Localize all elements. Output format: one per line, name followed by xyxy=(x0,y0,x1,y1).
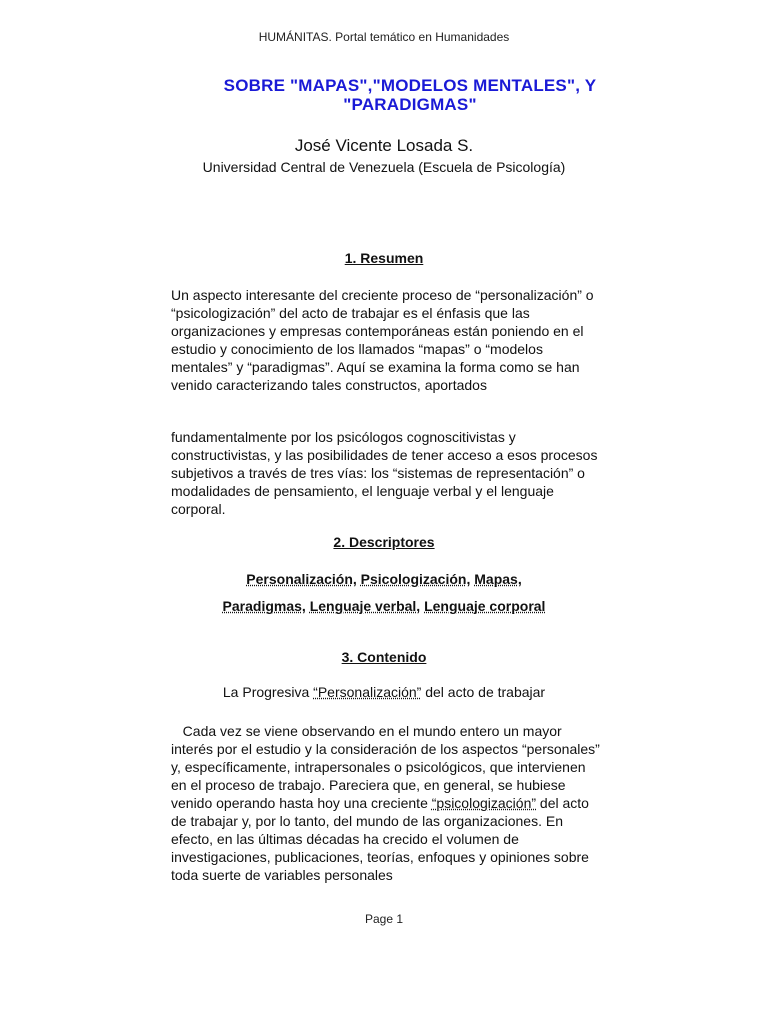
section-heading-descriptores: 2. Descriptores xyxy=(333,534,435,550)
page-header: HUMÁNITAS. Portal temático en Humanidades xyxy=(258,30,510,44)
descriptors-line-1: Personalización, Psicologización, Mapas, xyxy=(246,571,522,587)
descriptor-lenguaje-verbal: Lenguaje verbal xyxy=(309,598,417,614)
descriptors-line-2: Paradigmas, Lenguaje verbal, Lenguaje corporal xyxy=(222,598,546,614)
resumen-paragraph-1: Un aspecto interesante del creciente proceso de “personalización” o “psicologización” del acto de trabajar es el énfasis que las organizaciones y empresas contemporáneas están poniendo en el estudio y conocimiento de los llamados “mapas” o “modelos mentales” y “paradigmas”. Aquí se examina la forma como se han venido caracterizando tales constructos, aportados xyxy=(171,287,594,393)
contenido-paragraph: Cada vez se viene observando en el mundo entero un mayor interés por el estudio y la consideración de los aspectos “personales” y, específicamente, intrapersonales o psicológicos, que intervienen en el proceso de trabajo. Pareciera que, en general, se hubiese venido operando hasta hoy una creciente “psicologización” del acto de trabajar y, por lo tanto, del mundo de las organizaciones. En efecto, en las últimas décadas ha crecido el volumen de investigaciones, publicaciones, teorías, enfoques y opiniones sobre toda suerte de variables personales xyxy=(171,723,604,883)
section-heading-contenido: 3. Contenido xyxy=(341,649,427,665)
page-number: Page 1 xyxy=(364,912,404,926)
personalizacion-term: “Personalización” xyxy=(313,684,422,700)
document-title: SOBRE "MAPAS","MODELOS MENTALES", Y "PARADIGMAS" xyxy=(223,76,597,114)
descriptor-psicologizacion: Psicologización xyxy=(360,571,467,587)
contenido-subtitle: La Progresiva “Personalización” del acto de trabajar xyxy=(222,684,546,700)
descriptor-personalizacion: Personalización xyxy=(246,571,353,587)
section-heading-resumen: 1. Resumen xyxy=(344,250,424,266)
descriptor-mapas: Mapas xyxy=(474,571,518,587)
descriptor-lenguaje-corporal: Lenguaje corporal xyxy=(424,598,546,614)
resumen-paragraph-2: fundamentalmente por los psicólogos cognoscitivistas y constructivistas, y las posibilidades de tener acceso a esos procesos subjetivos a través de tres vías: los “sistemas de representación” o modalidades de pensamiento, el lenguaje verbal y el lenguaje corporal. xyxy=(171,429,598,517)
descriptor-paradigmas: Paradigmas xyxy=(222,598,302,614)
author-name: José Vicente Losada S. xyxy=(294,136,474,155)
psicologizacion-term: “psicologización” xyxy=(431,795,537,811)
author-affiliation: Universidad Central de Venezuela (Escuela de Psicología) xyxy=(202,159,566,175)
